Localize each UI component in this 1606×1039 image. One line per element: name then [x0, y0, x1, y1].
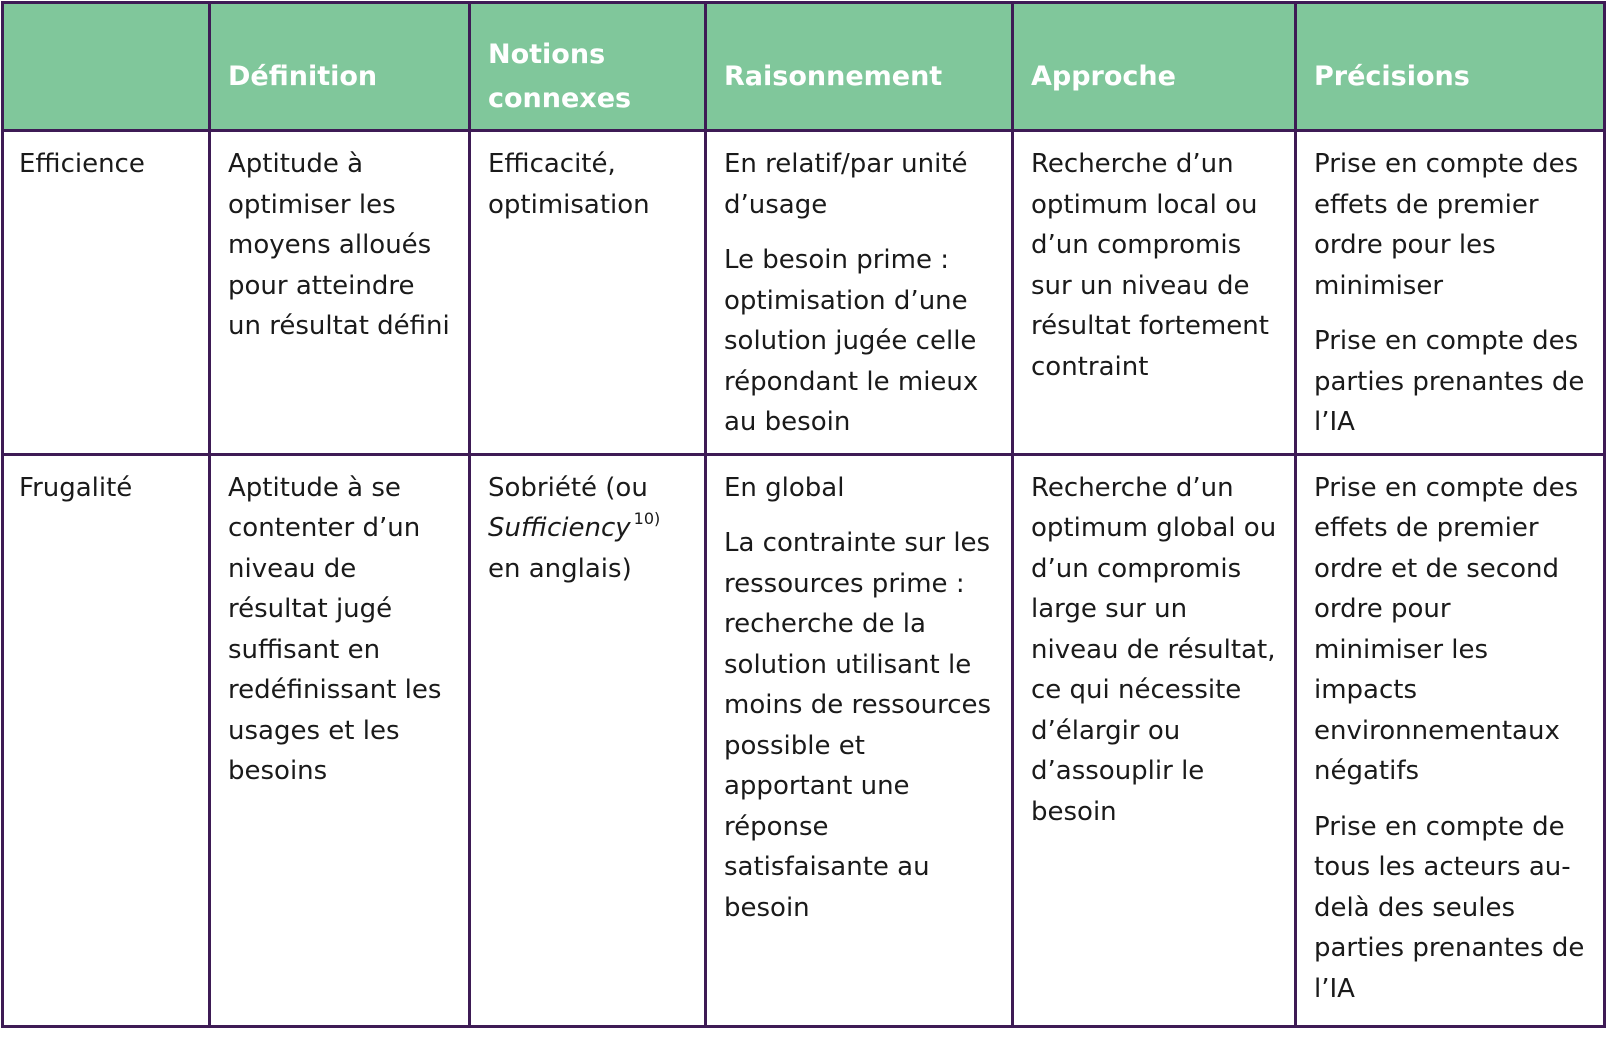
- raisonnement-frugalite-para-2: La contrainte sur les ressources prime : recherche de la solution utilisant le moins de ressources possible et apportant une réponse satisfaisante au besoin: [724, 528, 992, 923]
- cell-raisonnement-efficience: [706, 131, 1013, 455]
- footnote-reference: 10): [633, 509, 661, 528]
- header-corner: [3, 3, 210, 131]
- table-row-frugalite: [3, 454, 1605, 1026]
- cell-notions-efficience: Efficacité, optimisation: [470, 131, 706, 455]
- notions-frugalite-prefix: Sobriété (ou: [488, 472, 648, 503]
- header-raisonnement: Raisonnement: [706, 3, 1013, 131]
- header-precisions: Précisions: [1296, 3, 1605, 131]
- cell-raisonnement-frugalite: [706, 454, 1013, 1026]
- notions-frugalite-term: Sufficiency: [488, 513, 631, 543]
- notions-frugalite-suffix: en anglais): [488, 553, 632, 584]
- raisonnement-efficience-para-1: En relatif/par unité d’usage: [724, 149, 968, 220]
- raisonnement-frugalite-para-1: En global: [724, 472, 845, 503]
- cell-definition-frugalite: Aptitude à se contenter d’un niveau de résultat jugé suffisant en redéfinissant les usages et les besoins: [210, 454, 470, 1026]
- table-row-efficience: [3, 131, 1605, 455]
- cell-notions-frugalite: [470, 454, 706, 1026]
- cell-definition-efficience: Aptitude à optimiser les moyens alloués pour atteindre un résultat défini: [210, 131, 470, 455]
- precisions-efficience-para-2: Prise en compte des parties prenantes de l’IA: [1314, 326, 1585, 437]
- comparison-table: [1, 1, 1606, 1028]
- cell-approche-frugalite: Recherche d’un optimum global ou d’un compromis large sur un niveau de résultat, ce qui nécessite d’élargir ou d’assouplir le besoin: [1013, 454, 1296, 1026]
- cell-precisions-efficience: [1296, 131, 1605, 455]
- header-row: [3, 3, 1605, 131]
- header-approche: Approche: [1013, 3, 1296, 131]
- precisions-efficience-para-1: Prise en compte des effets de premier ordre pour les minimiser: [1314, 149, 1579, 301]
- row-label-frugalite: Frugalité: [3, 454, 210, 1026]
- row-label-efficience: Efficience: [3, 131, 210, 455]
- header-definition: Définition: [210, 3, 470, 131]
- header-notions-connexes: Notions connexes: [470, 3, 706, 131]
- cell-approche-efficience: Recherche d’un optimum local ou d’un compromis sur un niveau de résultat fortement contraint: [1013, 131, 1296, 455]
- precisions-frugalite-para-2: Prise en compte de tous les acteurs au-delà des seules parties prenantes de l’IA: [1314, 811, 1585, 1004]
- cell-precisions-frugalite: [1296, 454, 1605, 1026]
- precisions-frugalite-para-1: Prise en compte des effets de premier ordre et de second ordre pour minimiser les impacts environnementaux négatifs: [1314, 472, 1579, 786]
- raisonnement-efficience-para-2: Le besoin prime : optimisation d’une solution jugée celle répondant le mieux au besoin: [724, 245, 979, 437]
